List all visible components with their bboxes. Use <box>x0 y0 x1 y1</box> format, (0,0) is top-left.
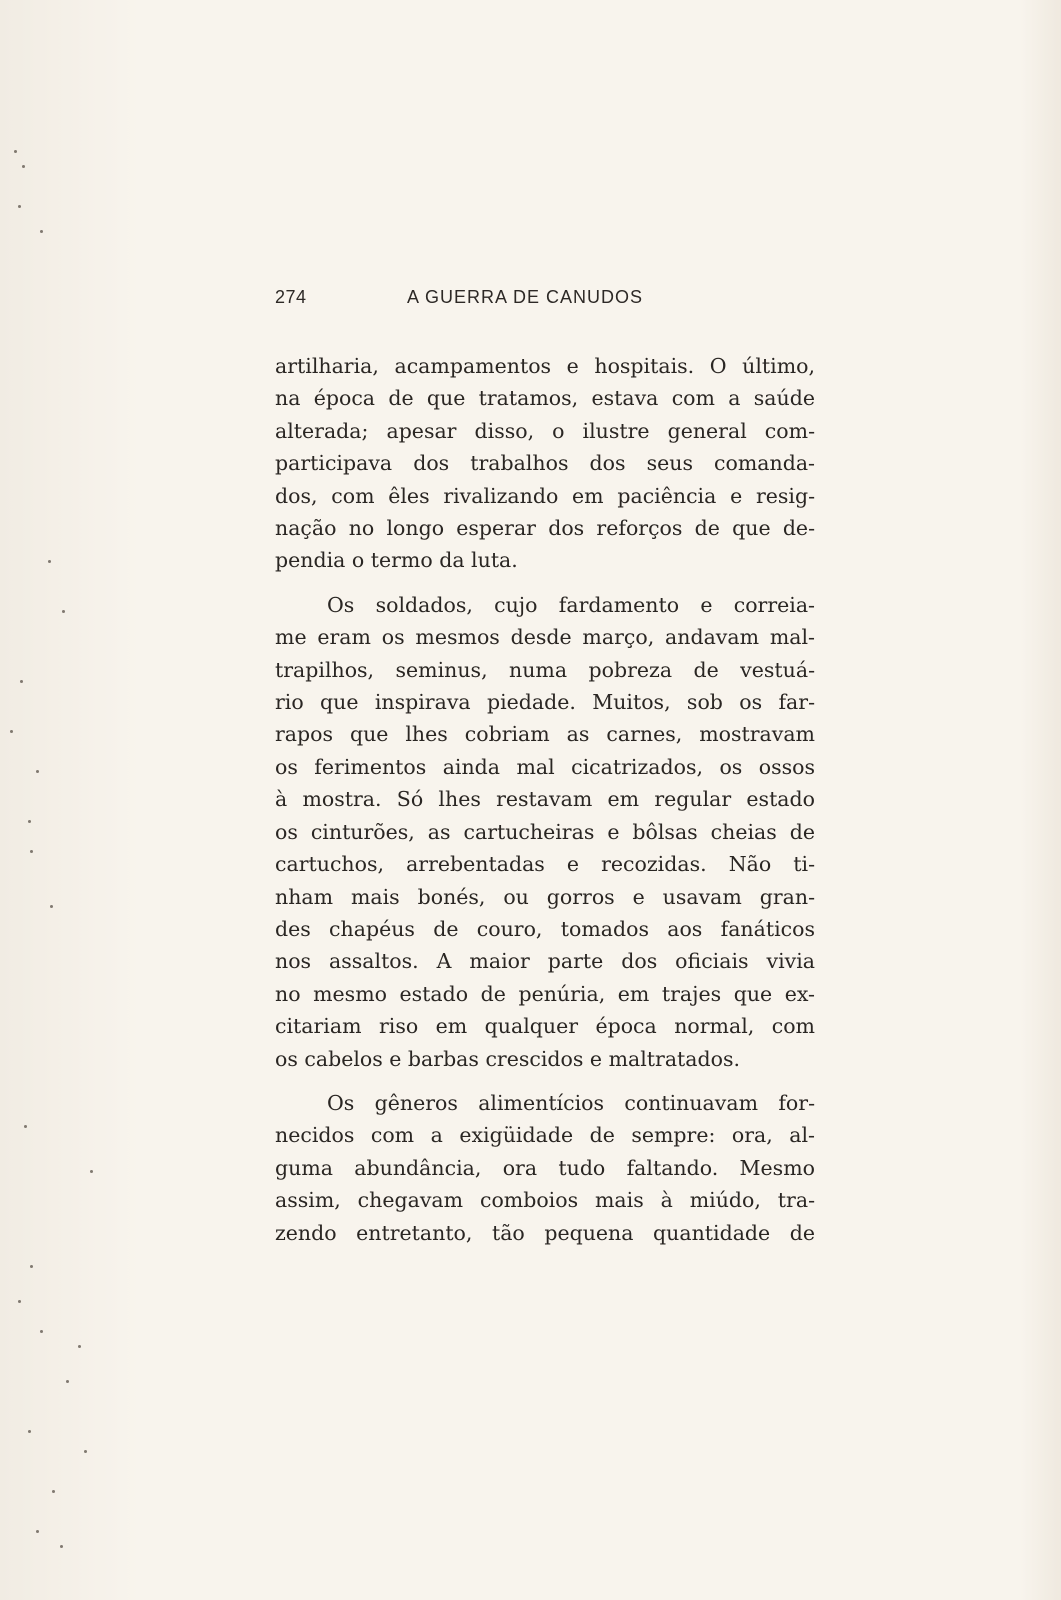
text-line: nos assaltos. A maior parte dos oficiais vivia <box>275 949 815 974</box>
speck <box>28 820 31 823</box>
text-line: trapilhos, seminus, numa pobreza de vestuá- <box>275 657 815 682</box>
text-line: Os gêneros alimentícios continuavam for- <box>327 1090 815 1115</box>
text-line: dos, com êles rivalizando em paciência e resig- <box>275 483 815 508</box>
speck <box>60 1545 63 1548</box>
speck <box>24 1125 27 1128</box>
speck <box>30 1265 33 1268</box>
speck <box>36 1530 39 1533</box>
text-line: me eram os mesmos desde março, andavam mal- <box>275 625 815 650</box>
text-line: zendo entretanto, tão pequena quantidade de <box>275 1220 815 1245</box>
paragraph-2 <box>275 589 815 1075</box>
text-line: assim, chegavam comboios mais à miúdo, tra- <box>275 1188 815 1213</box>
speck <box>30 850 33 853</box>
text-line: necidos com a exigüidade de sempre: ora, al- <box>275 1123 815 1148</box>
text-line: rapos que lhes cobriam as carnes, mostravam <box>275 722 815 747</box>
speck <box>62 610 65 613</box>
text-line: alterada; apesar disso, o ilustre general com- <box>275 418 815 443</box>
speck <box>40 230 43 233</box>
paragraph-1 <box>275 350 815 577</box>
speck <box>36 770 39 773</box>
speck <box>50 905 53 908</box>
text-line: cartuchos, arrebentadas e recozidas. Não ti- <box>275 852 815 877</box>
text-line: os ferimentos ainda mal cicatrizados, os ossos <box>275 754 815 779</box>
speck <box>20 680 23 683</box>
speck <box>40 1330 43 1333</box>
speck <box>28 1430 31 1433</box>
speck <box>18 1300 21 1303</box>
body-text <box>275 350 815 1261</box>
speck <box>18 205 21 208</box>
text-line: pendia o termo da luta. <box>275 548 518 573</box>
speck <box>90 1170 93 1173</box>
text-line: participava dos trabalhos dos seus comanda- <box>275 451 815 476</box>
text-line: os cinturões, as cartucheiras e bôlsas cheias de <box>275 819 815 844</box>
speck <box>48 560 51 563</box>
speck <box>84 1450 87 1453</box>
paragraph-3 <box>275 1087 815 1249</box>
text-line: os cabelos e barbas crescidos e maltratados. <box>275 1046 741 1071</box>
text-line: Os soldados, cujo fardamento e correia- <box>327 592 815 617</box>
speck <box>52 1490 55 1493</box>
text-line: guma abundância, ora tudo faltando. Mesmo <box>275 1155 815 1180</box>
speck <box>22 165 25 168</box>
text-line: citariam riso em qualquer época normal, com <box>275 1014 815 1039</box>
running-title: A GUERRA DE CANUDOS <box>407 287 644 307</box>
speck <box>66 1380 69 1383</box>
text-line: des chapéus de couro, tomados aos fanáticos <box>275 916 815 941</box>
text-line: na época de que tratamos, estava com a saúde <box>275 386 815 411</box>
text-line: artilharia, acampamentos e hospitais. O último, <box>275 354 815 378</box>
text-line: nham mais bonés, ou gorros e usavam gran- <box>275 884 815 909</box>
running-header <box>275 287 815 311</box>
text-line: rio que inspirava piedade. Muitos, sob os far- <box>275 690 815 715</box>
speck <box>14 150 17 153</box>
speck <box>78 1345 81 1348</box>
page-number: 274 <box>275 287 307 307</box>
text-line: nação no longo esperar dos reforços de que de- <box>275 516 815 541</box>
text-line: no mesmo estado de penúria, em trajes que ex- <box>275 981 815 1006</box>
speck <box>10 730 13 733</box>
text-line: à mostra. Só lhes restavam em regular estado <box>275 787 815 812</box>
